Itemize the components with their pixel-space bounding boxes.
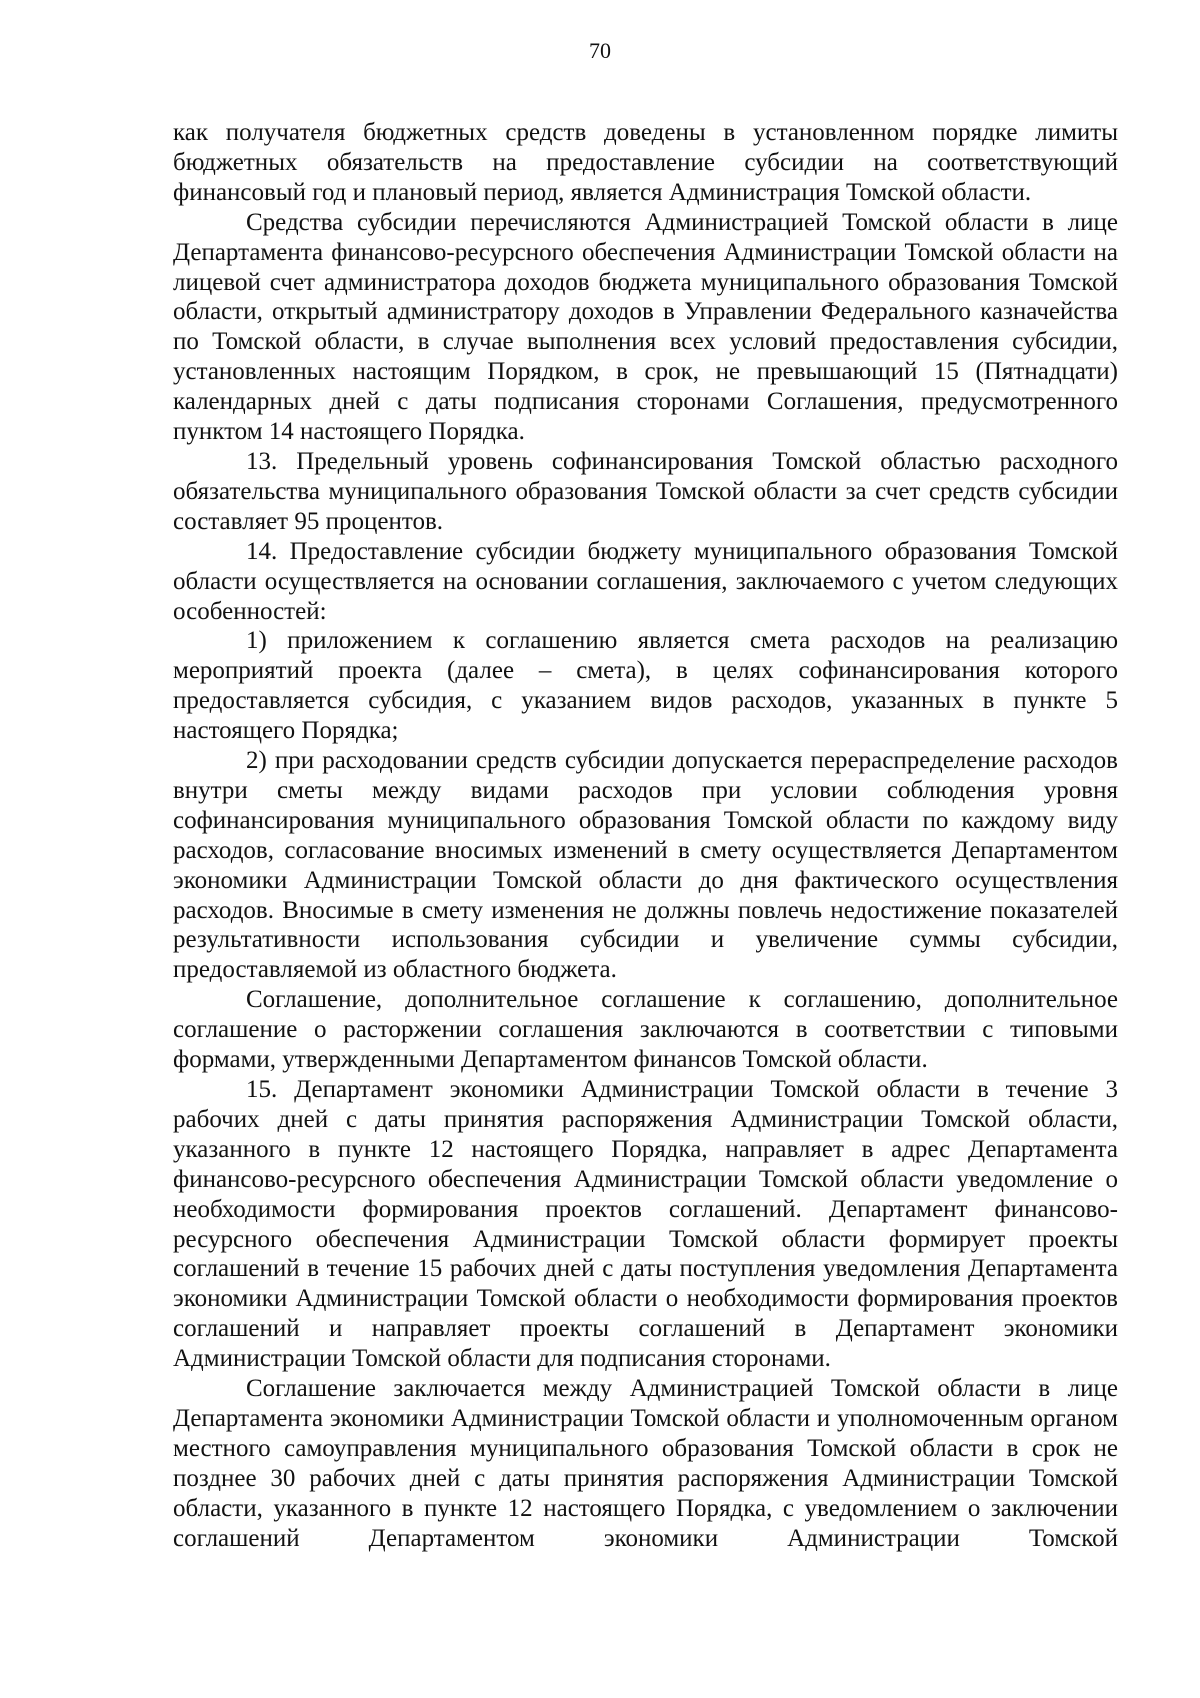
paragraph-item-14-sub-2: 2) при расходовании средств субсидии допускается перераспределение расходов внутри сметы между видами расходов при условии соблюдения уровня софинансирования муниципального образования Томской области по каждому виду расходов, согласование вносимых изменений в смету осуществляется Департаментом экономики Администрации Томской области до дня фактического осуществления расходов. Вносимые в смету изменения не должны повлечь недостижение показателей результативности использования субсидии и увеличение суммы субсидии, предоставляемой из областного бюджета.: [173, 747, 1118, 984]
paragraph-item-14: 14. Предоставление субсидии бюджету муниципального образования Томской области осуществляется на основании соглашения, заключаемого с учетом следующих особенностей:: [173, 537, 1118, 625]
page-number: 70: [589, 38, 611, 63]
paragraph-item-13: 13. Предельный уровень софинансирования Томской областью расходного обязательства муниципального образования Томской области за счет средств субсидии составляет 95 процентов.: [173, 447, 1118, 535]
paragraph-agreement-conclusion: Соглашение заключается между Администрацией Томской области в лице Департамента экономики Администрации Томской области и уполномоченным органом местного самоуправления муниципального образования Томской области в срок не позднее 30 рабочих дней с даты принятия распоряжения Администрации Томской области, указанного в пункте 12 настоящего Порядка, с уведомлением о заключении соглашений Департаментом экономики Администрации Томской: [173, 1375, 1118, 1552]
document-body: [173, 118, 1118, 1554]
paragraph-agreement-forms: Соглашение, дополнительное соглашение к соглашению, дополнительное соглашение о расторжении соглашения заключаются в соответствии с типовыми формами, утвержденными Департаментом финансов Томской области.: [173, 986, 1118, 1074]
paragraph-item-15: 15. Департамент экономики Администрации Томской области в течение 3 рабочих дней с даты принятия распоряжения Администрации Томской области, указанного в пункте 12 настоящего Порядка, направляет в адрес Департамента финансово-ресурсного обеспечения Администрации Томской области уведомление о необходимости формирования проектов соглашений. Департамент финансово-ресурсного обеспечения Администрации Томской области формирует проекты соглашений в течение 15 рабочих дней с даты поступления уведомления Департамента экономики Администрации Томской области о необходимости формирования проектов соглашений и направляет проекты соглашений в Департамент экономики Администрации Томской области для подписания сторонами.: [173, 1076, 1118, 1373]
paragraph-subsidy-transfer: Средства субсидии перечисляются Администрацией Томской области в лице Департамента финансово-ресурсного обеспечения Администрации Томской области на лицевой счет администратора доходов бюджета муниципального образования Томской области, открытый администратору доходов в Управлении Федерального казначейства по Томской области, в случае выполнения всех условий предоставления субсидии, установленных настоящим Порядком, в срок, не превышающий 15 (Пятнадцати) календарных дней с даты подписания сторонами Соглашения, предусмотренного пунктом 14 настоящего Порядка.: [173, 208, 1118, 446]
paragraph-item-14-sub-1: 1) приложением к соглашению является смета расходов на реализацию мероприятий проекта (далее – смета), в целях софинансирования которого предоставляется субсидия, с указанием видов расходов, указанных в пункте 5 настоящего Порядка;: [173, 627, 1118, 745]
paragraph-continuation: как получателя бюджетных средств доведены в установленном порядке лимиты бюджетных обязательств на предоставление субсидии на соответствующий финансовый год и плановый период, является Администрация Томской области.: [173, 119, 1118, 206]
